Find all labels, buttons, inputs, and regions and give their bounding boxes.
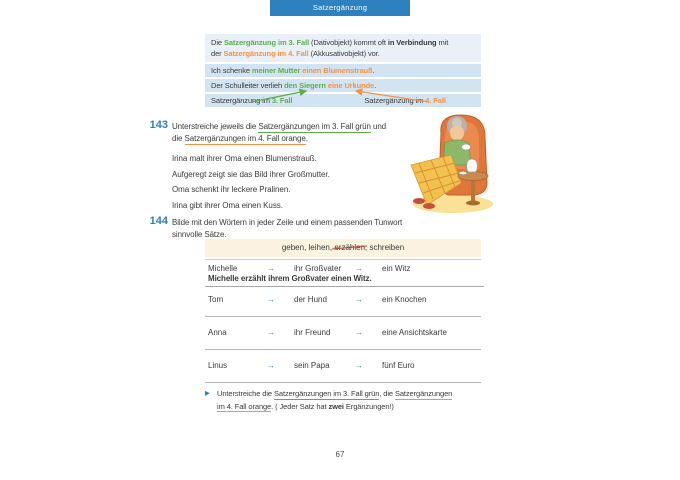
sentence: Irina malt ihrer Oma einen Blumenstrauß.	[172, 154, 317, 163]
table-row	[205, 327, 481, 339]
arrow-icon: →	[355, 264, 363, 273]
followup-text: . ( Jeder Satz hat	[271, 401, 329, 411]
sentence: Oma schenkt ihr leckere Pralinen.	[172, 185, 291, 195]
instruction-text: .	[305, 134, 308, 143]
bullet-triangle-icon: ▶	[205, 390, 210, 397]
recipient-word: sein Papa	[294, 361, 330, 370]
rule-text: mit	[436, 38, 449, 47]
recipient-word: der Hund	[294, 295, 327, 304]
exercise-143-instruction	[172, 121, 386, 145]
chapter-tab: Satzergänzung	[270, 0, 410, 16]
sample-answer: Michelle erzählt ihrem Großvater einen Witz.	[205, 274, 484, 287]
example-sentence-2	[205, 79, 481, 92]
label-text: Satzergänzung im	[364, 96, 426, 105]
accusative-phrase: eine Urkunde	[327, 81, 375, 90]
followup-emphasis: zwei	[328, 401, 344, 411]
instruction-text: die	[172, 134, 185, 143]
arrow-icon: →	[355, 295, 363, 304]
followup-text: Unterstreiche die	[217, 389, 274, 398]
word-bank-text: , schreiben	[365, 243, 405, 252]
recipient-word: ihr Großvater	[294, 264, 342, 273]
rule-text: (Dativobjekt) kommt oft	[309, 38, 388, 47]
example-text: Ich schenke	[211, 66, 252, 75]
word-bank-box	[205, 239, 481, 257]
green-underlined-phrase: Satzergänzungen im 3. Fall grün	[258, 122, 371, 131]
instruction-text: Unterstreiche jeweils die	[172, 122, 259, 131]
rule-emphasis: in Verbindung	[387, 38, 437, 47]
subject-word: Tom	[208, 295, 224, 304]
dative-case: 3. Fall	[271, 96, 293, 105]
exercise-143-sentences	[172, 151, 330, 213]
dative-case-label	[211, 94, 292, 107]
object-word: eine Ansichtskarte	[382, 328, 447, 337]
exercise-144-number: 144	[149, 215, 168, 227]
rule-text: der	[211, 48, 224, 58]
case-label-row	[205, 94, 481, 107]
arrow-icon: →	[267, 295, 275, 304]
rule-section	[205, 34, 481, 62]
followup-text: Ergänzungen!)	[343, 401, 394, 411]
rule-text: (Akkusativobjekt) vor.	[308, 48, 380, 58]
dative-phrase: meiner Mutter	[251, 66, 301, 75]
instruction-text: sinnvolle Sätze.	[172, 230, 227, 239]
dative-phrase: den Siegern	[284, 81, 326, 90]
followup-text: , die	[379, 389, 395, 398]
example-sentence-1	[205, 64, 481, 77]
rule-line-1	[211, 38, 475, 49]
answer-writing-line[interactable]	[205, 382, 481, 383]
recipient-word: ihr Freund	[294, 328, 331, 337]
example-text: .	[374, 81, 377, 90]
accusative-case-label	[364, 94, 445, 107]
followup-task	[205, 388, 485, 413]
instruction-text: Bilde mit den Wörtern in jeder Zeile und einem passenden Tunwort	[172, 218, 403, 227]
arrow-icon: →	[267, 328, 275, 337]
table-divider	[205, 259, 481, 260]
arrow-icon: →	[267, 361, 275, 370]
object-word: fünf Euro	[382, 361, 415, 370]
crossed-out-word: erzählen	[334, 239, 365, 257]
exercise-144-instruction	[172, 217, 402, 241]
subject-word: Michelle	[208, 264, 238, 273]
object-word: ein Witz	[382, 264, 411, 273]
green-underlined-phrase: Satzergänzungen im 3. Fall grün	[273, 389, 380, 398]
example-text: .	[372, 66, 375, 75]
rule-text: Die	[211, 38, 224, 47]
grammar-info-box	[205, 34, 481, 107]
accusative-term: Satzergänzung im 4. Fall	[223, 48, 309, 58]
arrow-icon: →	[355, 361, 363, 370]
label-text: Satzergänzung im	[211, 96, 272, 105]
subject-word: Anna	[208, 328, 227, 337]
object-word: ein Knochen	[382, 295, 427, 304]
answer-writing-line[interactable]	[205, 349, 481, 350]
example-text: Der Schulleiter verlieh	[211, 81, 285, 90]
accusative-phrase: einen Blumenstrauß	[302, 66, 373, 75]
word-bank-text: geben, leihen,	[281, 243, 335, 252]
sentence: Irina gibt ihrer Oma einen Kuss.	[172, 200, 283, 210]
arrow-icon: →	[355, 328, 363, 337]
accusative-case: 4. Fall	[425, 96, 446, 105]
rule-line-2	[211, 49, 475, 60]
arrow-icon: →	[267, 264, 275, 273]
subject-word: Linus	[208, 361, 228, 370]
answer-writing-line[interactable]	[205, 316, 481, 317]
exercise-143-number: 143	[149, 119, 168, 131]
table-row	[205, 360, 481, 372]
orange-underlined-phrase: Satzergänzungen	[394, 389, 453, 398]
sentence: Aufgeregt zeigt sie das Bild ihrer Großmutter.	[172, 169, 330, 179]
grandma-illustration	[409, 111, 493, 215]
dative-term: Satzergänzung im 3. Fall	[223, 38, 310, 47]
instruction-text: und	[370, 122, 387, 131]
page-number: 67	[335, 450, 345, 459]
table-row	[205, 294, 481, 306]
orange-underlined-phrase: Satzergänzungen im 4. Fall orange	[184, 134, 306, 143]
orange-underlined-phrase: im 4. Fall orange	[217, 401, 272, 411]
